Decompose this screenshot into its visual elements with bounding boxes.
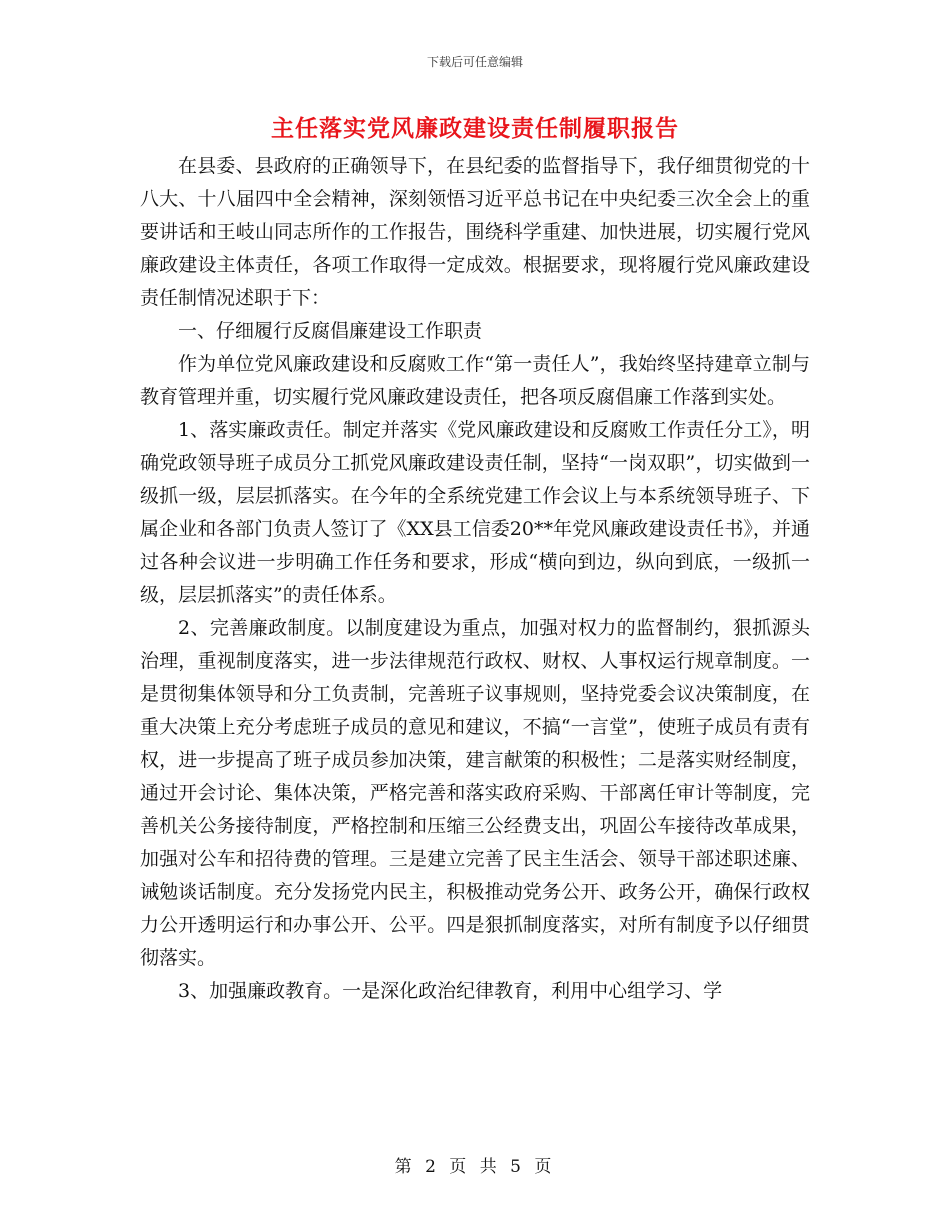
paragraph-responsibility: 作为单位党风廉政建设和反腐败工作“第一责任人”，我始终坚持建章立制与教育管理并重，切实履行党风廉政建设责任，把各项反腐倡廉工作落到实处。 xyxy=(140,353,810,408)
header-note: 下载后可任意编辑 xyxy=(426,55,523,69)
section-heading: 一、仔细履行反腐倡廉建设工作职责 xyxy=(178,320,483,342)
paragraph-item-3: 3、加强廉政教育。一是深化政治纪律教育，利用中心组学习、学 xyxy=(178,980,723,1002)
paragraph-item-1: 1、落实廉政责任。制定并落实《党风廉政建设和反腐败工作责任分工》，明确党政领导班子成员分工抓党风廉政建设责任制，坚持“一岗双职”，切实做到一级抓一级，层层抓落实。在今年的全系统党建工作会议上与本系统领导班子、下属企业和各部门负责人签订了《XX县工信委20**年党风廉政建设责任书》，并通过各种会议进一步明确工作任务和要求，形成“横向到边，纵向到底，一级抓一级，层层抓落实”的责任体系。 xyxy=(140,419,810,606)
paragraph-intro: 在县委、县政府的正确领导下，在县纪委的监督指导下，我仔细贯彻党的十八大、十八届四中全会精神，深刻领悟习近平总书记在中央纪委三次全会上的重要讲话和王岐山同志所作的工作报告，围绕科学重建、加快进展，切实履行党风廉政建设主体责任，各项工作取得一定成效。根据要求，现将履行党风廉政建设责任制情况述职于下： xyxy=(140,155,810,309)
document-body xyxy=(140,150,810,1008)
document-title: 主任落实党风廉政建设责任制履职报告 xyxy=(271,115,679,142)
page-number: 第 2 页 共 5 页 xyxy=(394,1157,556,1177)
paragraph-item-2: 2、完善廉政制度。以制度建设为重点，加强对权力的监督制约，狠抓源头治理，重视制度落实，进一步法律规范行政权、财权、人事权运行规章制度。一是贯彻集体领导和分工负责制，完善班子议事规则，坚持党委会议决策制度，在重大决策上充分考虑班子成员的意见和建议，不搞“一言堂”，使班子成员有责有权，进一步提高了班子成员参加决策，建言献策的积极性；二是落实财经制度，通过开会讨论、集体决策，严格完善和落实政府采购、干部离任审计等制度，完善机关公务接待制度，严格控制和压缩三公经费支出，巩固公车接待改革成果，加强对公车和招待费的管理。三是建立完善了民主生活会、领导干部述职述廉、诫勉谈话制度。充分发扬党内民主，积极推动党务公开、政务公开，确保行政权力公开透明运行和办事公开、公平。四是狠抓制度落实，对所有制度予以仔细贯彻落实。 xyxy=(140,617,810,969)
